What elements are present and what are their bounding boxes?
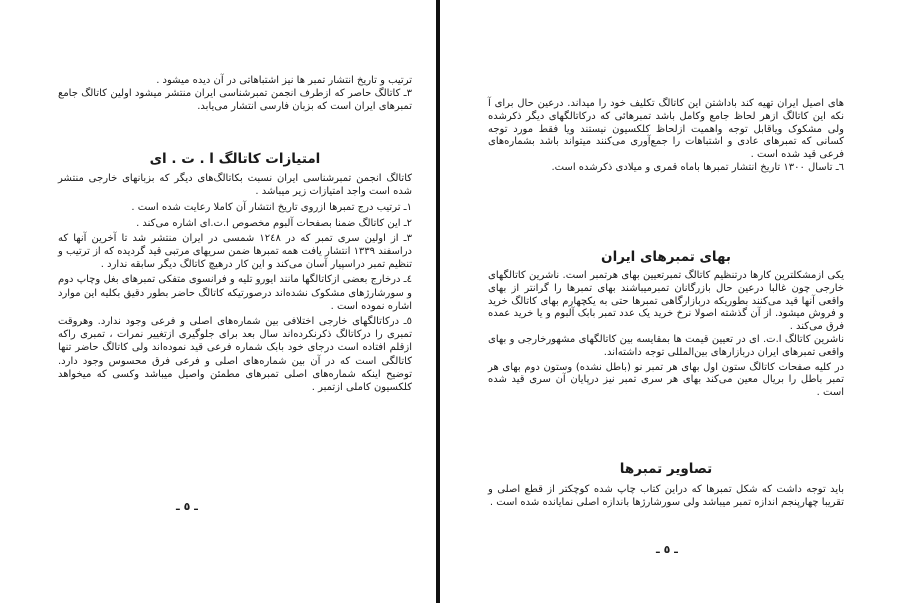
- book-spine: [436, 0, 440, 603]
- section-heading: تصاویر تمبرها: [619, 461, 713, 477]
- left-page: [58, 0, 412, 603]
- body-paragraph: باید توجه داشت که شکل تمبرها که دراین کتاب چاپ شده کوچکتر از قطع اصلی و تقریبا چهارپنجم اندازه تمبر میباشد ولی سورشارژها باندازه اصلی نمایانده شده است .: [488, 484, 844, 508]
- section-heading: امتیازات کاتالگ ا . ت . ای: [149, 151, 321, 167]
- list-item: ٢ـ این کاتالگ ضمنا بصفحات آلبوم مخصوص ا.ت.ای اشاره می‌کند .: [136, 217, 412, 229]
- body-paragraph: یکی ازمشکلترین کارها درتنظیم کاتالگ تمبرتعیین بهای هرتمبر است. ناشرین کاتالگهای خارجی چون غالبا درعین حال بازرگانان تمبرمیباشند بهای تمبرها را گرانتر از بهای واقعی آنها قید می‌کنند بطوریکه دربازارگاهی تمبرها حتی به یکچهارم بهای کاتالگ خرید و فروش میشود. از آن گذشته اصولا نرخ خرید یک عدد تمبر بابک آلبوم و یا خرید عمده فرق می‌کند .: [488, 270, 844, 333]
- intro-paragraph: ترتیب و تاریخ انتشار تمبر ها نیز اشتباهاتی در آن دیده میشود .: [156, 75, 412, 86]
- list-item: ٣ـ از اولین سری تمبر که در ١٢٤٨ شمسی در ایران منتشر شد تا آخرین آنها که دراسفند ١٣٣٩ انتشار یافت همه تمبرها ضمن سریهای مرتبی قید گردیده که از ترتیب و تنظیم تمبر دراسپیار آسان می‌کند و این کار درهیچ کاتالگ دیگر سابقه ندارد .: [58, 232, 412, 271]
- list-item: ٤ـ درخارج بعضی ازکاتالگها مانند ایورو تلیه و فرانسوی متفکی تمبرهای بغل وچاپ دوم و سورشارژهای مشکوک نشده‌اند درصورتیکه کاتالگ حاضر بطور دقیق بکلیه این موارد اشاره نموده است .: [58, 274, 412, 312]
- prices-section: [488, 270, 844, 400]
- body-paragraph: در کلیه صفحات کاتالگ ستون اول بهای هر تمبر نو (باطل نشده) وستون دوم بهای هر تمبر باطل را بریال معین می‌کند بهای هر سری تمبر نیز درپایان آن سری قید شده است .: [488, 361, 844, 399]
- page-number: ـ ٥ ـ: [176, 500, 198, 513]
- intro-paragraph: ٦ـ تاسال ١٣٠٠ تاریخ انتشار تمبرها باماه قمری و میلادی ذکرشده است.: [551, 161, 844, 173]
- list-item: ٥ـ درکاتالگهای خارجی اختلافی بین شماره‌های اصلی و فرعی وجود ندارد. وهروقت تمبری را درکاتالگ ذکرنکرده‌اند سال بعد برای جلوگیری ازتغییر نمرات ، تمبری راکه ازقلم افتاده است درجای خود بابک شماره فرعی قید نموده‌اند ولی کاتالگ حاضر تنها کاتالگی است که در آن بین شماره‌های اصلی و فرعی فرق محسوس وجود دارد. توضیح اینکه شماره‌های اصلی تمبرهای مطمئن واصیل میباشد وکسی که میخواهد کلکسیون کاملی ازتمبر .: [58, 316, 412, 394]
- list-item: ١ـ ترتیب درج تمبرها ازروی تاریخ انتشار آن کاملا رعایت شده است .: [131, 202, 412, 214]
- right-intro: [488, 98, 844, 175]
- right-page: [488, 0, 844, 603]
- section-heading: بهای تمبرهای ایران: [601, 249, 731, 265]
- body-paragraph: ناشرین کاتالگ ا.ت. ای در تعیین قیمت ها بمقایسه بین کاتالگهای مشهورخارجی و بهای واقعی تمبرهای ایران دربازارهای بین‌المللی توجه داشته‌اند.: [488, 333, 844, 358]
- intro-paragraph: های اصیل ایران تهیه کند باداشتن این کاتالگ تکلیف خود را میداند. درعین حال برای آ نکه این کاتالگ ازهر لحاظ جامع وکامل باشد تمبرهائی که درکاتالگهای دیگر ذکرشده ولی مشکوک ویاقابل توجه واهمیت ازلحاظ کلکسیون نیستند ویا فقط مورد توجه کسانی که تمبرهای عادی و اشتباهات را جمع‌آوری می‌کنند میتواند باشد بشماره‌های فرعی قید شده است .: [488, 98, 844, 161]
- lead-paragraph: کاتالگ انجمن تمبرشناسی ایران نسبت بکاتالگ‌های دیگر که بزبانهای خارجی منتشر شده است واجد امتیازات زیر میباشد .: [58, 173, 412, 198]
- images-section: [488, 484, 844, 510]
- page-number: ـ ٥ ـ: [656, 543, 678, 556]
- intro-paragraph: ٣ـ کاتالگ حاصر که ازطرف انجمن تمبرشناسی ایران منتشر میشود اولین کاتالگ جامع تمبرهای ایران است که بزبان فارسی انتشار می‌یابد.: [58, 88, 412, 113]
- left-body: [58, 172, 412, 394]
- left-intro: [58, 74, 412, 114]
